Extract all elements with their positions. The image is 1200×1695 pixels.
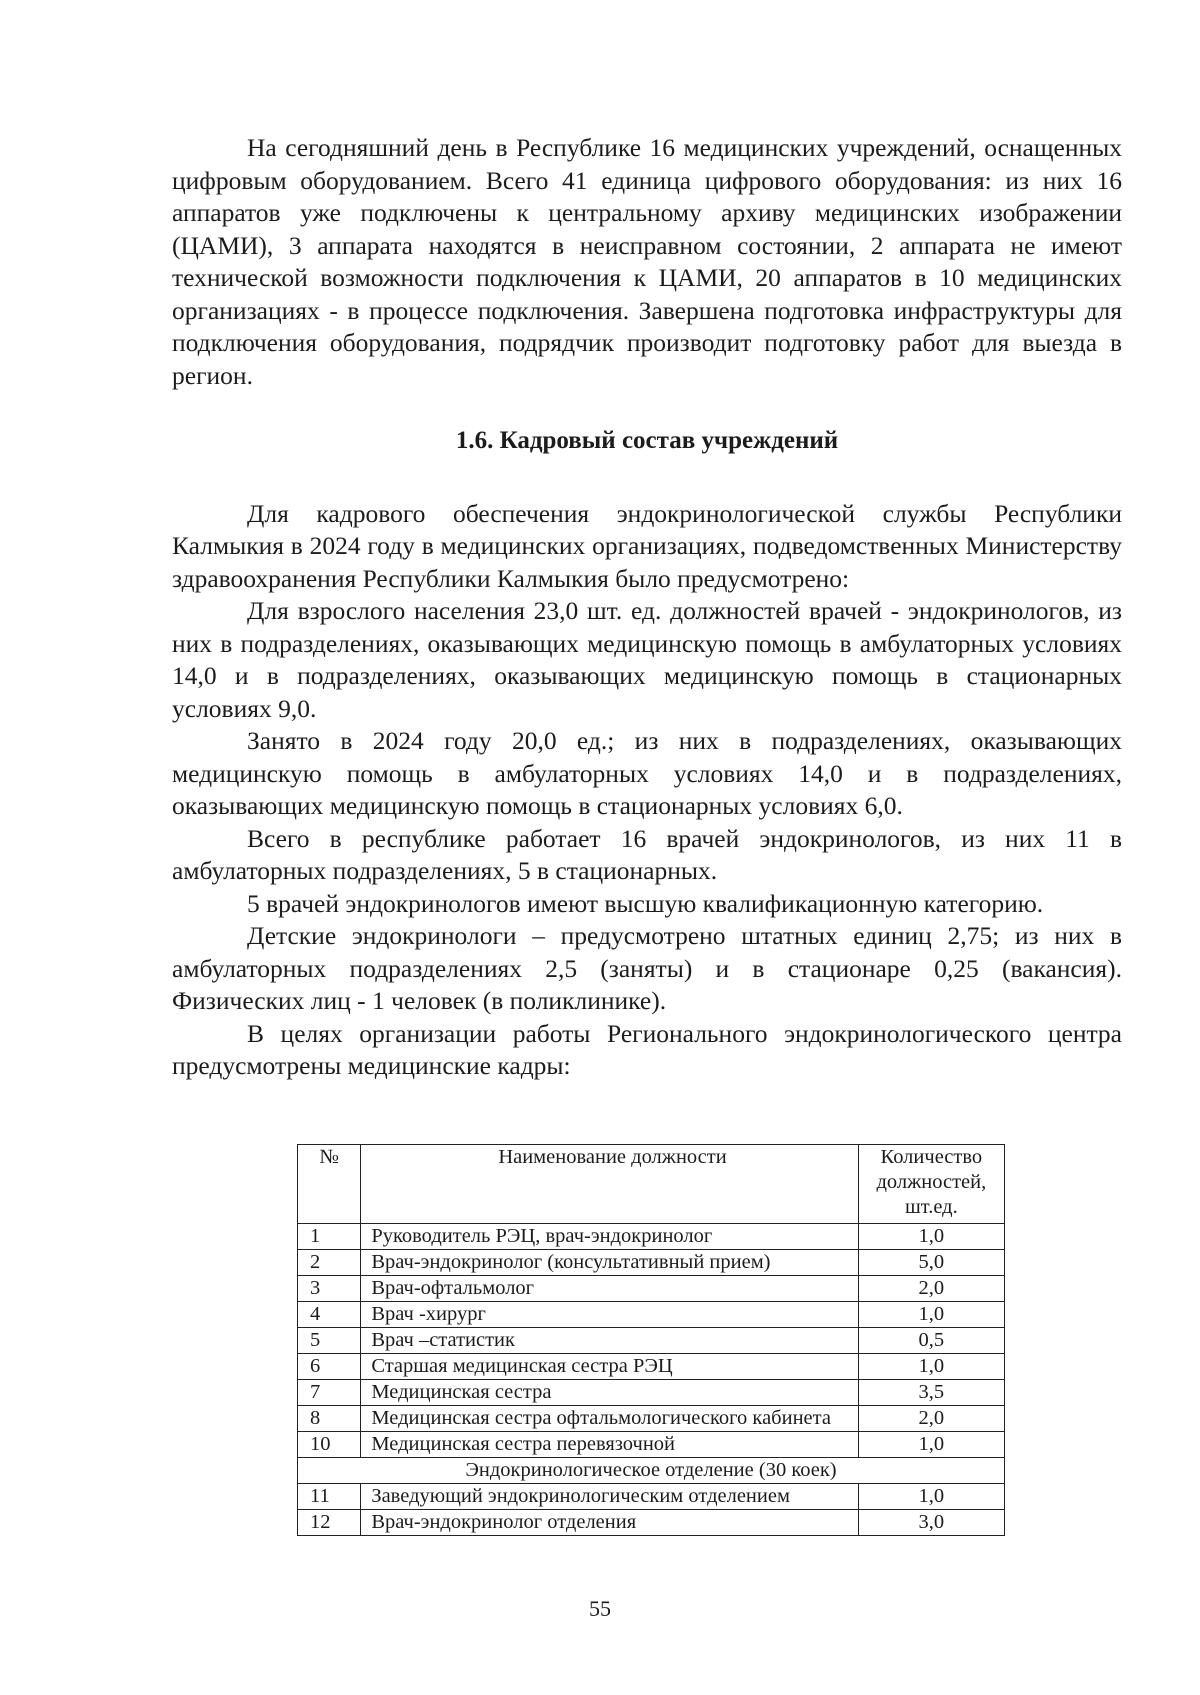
paragraph-center-staff: В целях организации работы Регионального эндокринологического центра предусмотрены медицинские кадры: [172, 1018, 1122, 1080]
row-position: Врач-эндокринолог (консультативный прием) [361, 1250, 858, 1276]
row-quantity: 3,5 [858, 1380, 1004, 1406]
row-num: 5 [298, 1328, 361, 1354]
row-quantity: 5,0 [858, 1250, 1004, 1276]
paragraph-adult-positions: Для взрослого населения 23,0 шт. ед. должностей врачей - эндокринологов, из них в подразделениях, оказывающих медицинскую помощь в амбулаторных условиях 14,0 и в подразделениях, оказывающих медицинскую помощь в стационарных условиях 9,0. [172, 596, 1122, 723]
paragraph-pediatric: Детские эндокринологи – предусмотрено штатных единиц 2,75; из них в амбулаторных подразделениях 2,5 (заняты) и в стационаре 0,25 (вакансия). Физических лиц - 1 человек (в поликлинике). [172, 921, 1122, 1015]
table-row [298, 1406, 1005, 1432]
row-quantity: 2,0 [858, 1276, 1004, 1302]
row-position: Врач-эндокринолог отделения [361, 1510, 858, 1536]
row-quantity: 1,0 [858, 1302, 1004, 1328]
page-number: 55 [589, 1596, 611, 1621]
document-page [172, 132, 1122, 1083]
header-num: № [298, 1145, 361, 1224]
staff-table [297, 1144, 1005, 1536]
table-row [298, 1224, 1005, 1250]
row-num: 8 [298, 1406, 361, 1432]
row-num: 6 [298, 1354, 361, 1380]
section-label: Эндокринологическое отделение (30 коек) [298, 1458, 1005, 1484]
header-qty: Количество должностей, шт.ед. [858, 1145, 1004, 1224]
table-row [298, 1250, 1005, 1276]
table-row [298, 1276, 1005, 1302]
row-position: Врач –статистик [361, 1328, 858, 1354]
row-position: Медицинская сестра [361, 1380, 858, 1406]
table-row [298, 1484, 1005, 1510]
row-num: 2 [298, 1250, 361, 1276]
table-row [298, 1510, 1005, 1536]
paragraph-occupied: Занято в 2024 году 20,0 ед.; из них в подразделениях, оказывающих медицинскую помощь в амбулаторных условиях 14,0 и в подразделениях, оказывающих медицинскую помощь в стационарных условиях 6,0. [172, 726, 1122, 820]
row-position: Медицинская сестра офтальмологического кабинета [361, 1406, 858, 1432]
row-quantity: 2,0 [858, 1406, 1004, 1432]
row-num: 11 [298, 1484, 361, 1510]
row-num: 10 [298, 1432, 361, 1458]
paragraph-total-doctors: Всего в республике работает 16 врачей эндокринологов, из них 11 в амбулаторных подразделениях, 5 в стационарных. [172, 823, 1122, 885]
table-row [298, 1354, 1005, 1380]
row-num: 12 [298, 1510, 361, 1536]
table-row [298, 1302, 1005, 1328]
table-row [298, 1328, 1005, 1354]
row-num: 7 [298, 1380, 361, 1406]
staff-table-container [297, 1144, 1005, 1536]
row-quantity: 1,0 [858, 1432, 1004, 1458]
section-heading: 1.6. Кадровый состав учреждений [455, 427, 839, 454]
row-num: 3 [298, 1276, 361, 1302]
table-row [298, 1432, 1005, 1458]
row-quantity: 1,0 [858, 1354, 1004, 1380]
row-quantity: 0,5 [858, 1328, 1004, 1354]
row-position: Заведующий эндокринологическим отделением [361, 1484, 858, 1510]
row-position: Врач -хирург [361, 1302, 858, 1328]
row-quantity: 1,0 [858, 1484, 1004, 1510]
row-position: Руководитель РЭЦ, врач-эндокринолог [361, 1224, 858, 1250]
row-quantity: 1,0 [858, 1224, 1004, 1250]
header-name: Наименование должности [361, 1145, 858, 1224]
row-position: Медицинская сестра перевязочной [361, 1432, 858, 1458]
paragraph-qualification: 5 врачей эндокринологов имеют высшую квалификационную категорию. [247, 888, 1044, 918]
paragraph-equipment: На сегодняшний день в Республике 16 медицинских учреждений, оснащенных цифровым оборудованием. Всего 41 единица цифрового оборудования: из них 16 аппаратов уже подключены к центральному архиву медицинских изображении (ЦАМИ), 3 аппарата находятся в неисправном состоянии, 2 аппарата не имеют технической возможности подключения к ЦАМИ, 20 аппаратов в 10 медицинских организациях - в процессе подключения. Завершена подготовка инфраструктуры для подключения оборудования, подрядчик производит подготовку работ для выезда в регион. [172, 133, 1122, 390]
table-header-row [298, 1145, 1005, 1224]
row-num: 4 [298, 1302, 361, 1328]
paragraph-staffing-intro: Для кадрового обеспечения эндокринологической службы Республики Калмыкия в 2024 году в медицинских организациях, подведомственных Министерству здравоохранения Республики Калмыкия было предусмотрено: [172, 498, 1122, 593]
row-num: 1 [298, 1224, 361, 1250]
row-position: Врач-офтальмолог [361, 1276, 858, 1302]
row-position: Старшая медицинская сестра РЭЦ [361, 1354, 858, 1380]
table-section-row [298, 1458, 1005, 1484]
table-row [298, 1380, 1005, 1406]
row-quantity: 3,0 [858, 1510, 1004, 1536]
